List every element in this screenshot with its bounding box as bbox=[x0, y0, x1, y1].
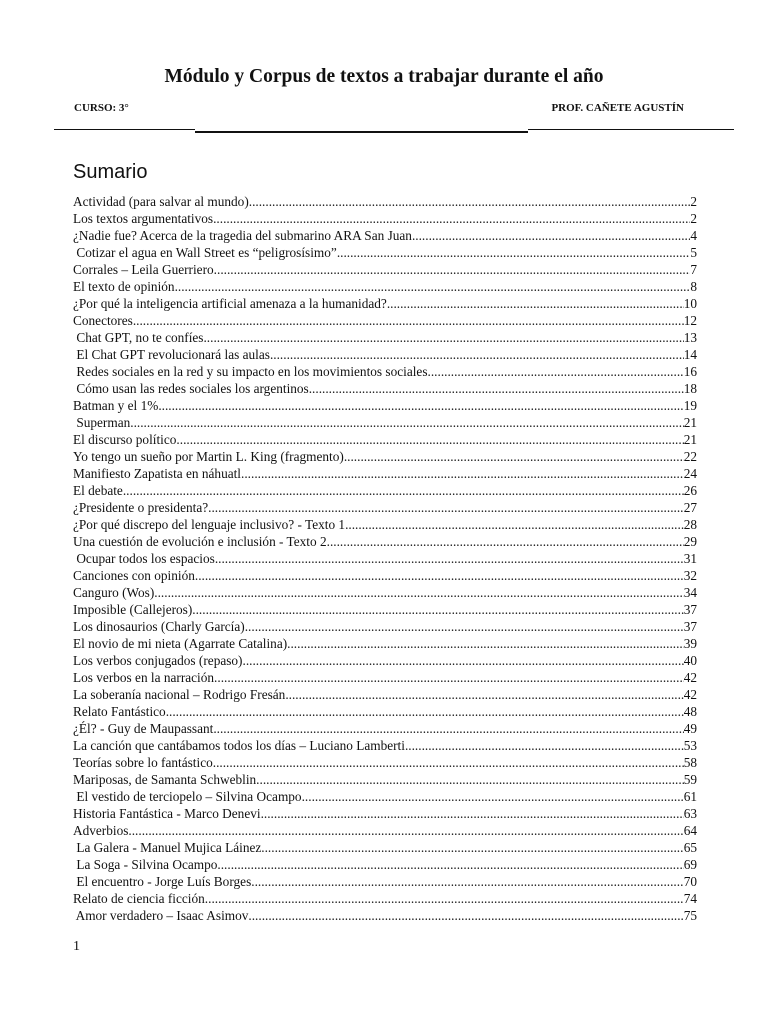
toc-entry-page: 21 bbox=[683, 432, 697, 447]
toc-leader-dots bbox=[249, 193, 691, 210]
toc-entry[interactable] bbox=[73, 533, 697, 550]
toc-entry-title: Mariposas, de Samanta Schweblin bbox=[73, 772, 257, 787]
toc-entry-page: 14 bbox=[683, 347, 697, 362]
toc-entry[interactable] bbox=[73, 754, 697, 771]
toc-entry-title: El encuentro - Jorge Luís Borges bbox=[73, 874, 252, 889]
toc-entry[interactable] bbox=[73, 346, 697, 363]
toc-entry-title: Canciones con opinión bbox=[73, 568, 195, 583]
toc-entry-page: 40 bbox=[683, 653, 697, 668]
toc-leader-dots bbox=[405, 737, 684, 754]
toc-leader-dots bbox=[192, 601, 683, 618]
toc-entry[interactable] bbox=[73, 516, 697, 533]
toc-entry-page: 53 bbox=[683, 738, 697, 753]
toc-entry-title: El novio de mi nieta (Agarrate Catalina) bbox=[73, 636, 288, 651]
toc-entry-title: Conectores bbox=[73, 313, 133, 328]
toc-entry-title: El texto de opinión bbox=[73, 279, 175, 294]
toc-entry-page: 61 bbox=[683, 789, 697, 804]
toc-entry-page: 22 bbox=[683, 449, 697, 464]
toc-entry[interactable] bbox=[73, 550, 697, 567]
toc-leader-dots bbox=[261, 805, 684, 822]
toc-entry-title: Corrales – Leila Guerriero bbox=[73, 262, 214, 277]
toc-entry-page: 27 bbox=[683, 500, 697, 515]
toc-entry-title: ¿Nadie fue? Acerca de la tragedia del submarino ARA San Juan bbox=[73, 228, 412, 243]
toc-entry-title: Los verbos en la narración bbox=[73, 670, 215, 685]
toc-entry[interactable] bbox=[73, 788, 697, 805]
toc-leader-dots bbox=[158, 397, 683, 414]
toc-entry-title: Actividad (para salvar al mundo) bbox=[73, 194, 249, 209]
toc-entry-page: 70 bbox=[683, 874, 697, 889]
toc-entry-page: 16 bbox=[683, 364, 697, 379]
toc-leader-dots bbox=[243, 652, 684, 669]
toc-entry-page: 18 bbox=[683, 381, 697, 396]
toc-entry[interactable] bbox=[73, 227, 697, 244]
toc-entry-page: 37 bbox=[683, 619, 697, 634]
header-rule-right bbox=[528, 129, 734, 130]
toc-entry-title: Los textos argumentativos bbox=[73, 211, 214, 226]
toc-entry-title: ¿Por qué discrepo del lenguaje inclusivo? - Texto 1 bbox=[73, 517, 346, 532]
toc-leader-dots bbox=[309, 380, 684, 397]
toc-entry-title: Historia Fantástica - Marco Denevi bbox=[73, 806, 261, 821]
toc-entry[interactable] bbox=[73, 839, 697, 856]
professor-label: PROF. CAÑETE AGUSTÍN bbox=[551, 102, 684, 114]
toc-entry[interactable] bbox=[73, 210, 697, 227]
toc-entry-title: Canguro (Wos) bbox=[73, 585, 155, 600]
toc-leader-dots bbox=[327, 533, 684, 550]
toc-leader-dots bbox=[128, 822, 683, 839]
toc-entry[interactable] bbox=[73, 414, 697, 431]
toc-entry[interactable] bbox=[73, 703, 697, 720]
toc-entry[interactable] bbox=[73, 635, 697, 652]
toc-entry-title: Relato Fantástico bbox=[73, 704, 166, 719]
header-rule-left bbox=[54, 129, 195, 130]
toc-leader-dots bbox=[213, 754, 684, 771]
toc-leader-dots bbox=[166, 703, 684, 720]
toc-entry[interactable] bbox=[73, 261, 697, 278]
toc-entry-page: 10 bbox=[683, 296, 697, 311]
toc-entry[interactable] bbox=[73, 448, 697, 465]
toc-entry-page: 34 bbox=[683, 585, 697, 600]
toc-entry-page: 28 bbox=[683, 517, 697, 532]
toc-leader-dots bbox=[208, 499, 684, 516]
toc-leader-dots bbox=[241, 465, 684, 482]
toc-leader-dots bbox=[285, 686, 683, 703]
toc-entry[interactable] bbox=[73, 363, 697, 380]
toc-entry[interactable] bbox=[73, 652, 697, 669]
toc-leader-dots bbox=[287, 635, 684, 652]
toc-entry[interactable] bbox=[73, 482, 697, 499]
toc-entry-page: 13 bbox=[683, 330, 697, 345]
toc-entry[interactable] bbox=[73, 686, 697, 703]
toc-entry[interactable] bbox=[73, 431, 697, 448]
toc-leader-dots bbox=[217, 856, 683, 873]
toc-entry-title: Amor verdadero – Isaac Asimov bbox=[73, 908, 249, 923]
toc-entry[interactable] bbox=[73, 805, 697, 822]
toc-leader-dots bbox=[251, 873, 683, 890]
toc-entry-title: Una cuestión de evolución e inclusión - Texto 2 bbox=[73, 534, 327, 549]
toc-leader-dots bbox=[195, 567, 684, 584]
toc-entry-title: El vestido de terciopelo – Silvina Ocampo bbox=[73, 789, 302, 804]
toc-leader-dots bbox=[428, 363, 684, 380]
toc-entry[interactable] bbox=[73, 397, 697, 414]
toc-entry-title: Imposible (Callejeros) bbox=[73, 602, 193, 617]
toc-entry-title: Ocupar todos los espacios bbox=[73, 551, 215, 566]
toc-entry-title: Redes sociales en la red y su impacto en los movimientos sociales bbox=[73, 364, 428, 379]
toc-leader-dots bbox=[214, 669, 684, 686]
toc-leader-dots bbox=[123, 482, 684, 499]
toc-entry[interactable] bbox=[73, 499, 697, 516]
toc-entry-page: 48 bbox=[683, 704, 697, 719]
toc-entry-title: Chat GPT, no te confíes bbox=[73, 330, 204, 345]
toc-entry-title: Superman bbox=[73, 415, 131, 430]
toc-entry-page: 21 bbox=[683, 415, 697, 430]
toc-entry[interactable] bbox=[73, 193, 697, 210]
toc-leader-dots bbox=[270, 346, 684, 363]
toc-entry-page: 64 bbox=[683, 823, 697, 838]
toc-entry-page: 2 bbox=[690, 194, 697, 209]
toc-entry-page: 29 bbox=[683, 534, 697, 549]
toc-leader-dots bbox=[175, 278, 691, 295]
toc-entry[interactable] bbox=[73, 856, 697, 873]
toc-leader-dots bbox=[214, 261, 691, 278]
toc-entry[interactable] bbox=[73, 618, 697, 635]
toc-entry-page: 63 bbox=[683, 806, 697, 821]
toc-leader-dots bbox=[302, 788, 684, 805]
table-of-contents bbox=[73, 193, 697, 924]
header-rule-middle bbox=[195, 131, 528, 133]
toc-entry-title: Batman y el 1% bbox=[73, 398, 159, 413]
toc-leader-dots bbox=[337, 244, 691, 261]
toc-entry-page: 42 bbox=[683, 670, 697, 685]
toc-entry[interactable] bbox=[73, 771, 697, 788]
toc-entry-page: 4 bbox=[690, 228, 697, 243]
toc-entry-page: 37 bbox=[683, 602, 697, 617]
toc-entry[interactable] bbox=[73, 380, 697, 397]
toc-entry-title: Cómo usan las redes sociales los argentinos bbox=[73, 381, 309, 396]
toc-entry-title: Manifiesto Zapatista en náhuatl bbox=[73, 466, 242, 481]
toc-entry-title: Yo tengo un sueño por Martin L. King (fragmento) bbox=[73, 449, 344, 464]
toc-leader-dots bbox=[213, 720, 683, 737]
toc-leader-dots bbox=[345, 516, 684, 533]
toc-entry-title: El debate bbox=[73, 483, 123, 498]
toc-entry-page: 59 bbox=[683, 772, 697, 787]
toc-entry-page: 49 bbox=[683, 721, 697, 736]
toc-leader-dots bbox=[215, 550, 684, 567]
toc-entry-page: 65 bbox=[683, 840, 697, 855]
toc-leader-dots bbox=[344, 448, 684, 465]
toc-entry[interactable] bbox=[73, 873, 697, 890]
toc-entry[interactable] bbox=[73, 244, 697, 261]
toc-leader-dots bbox=[248, 907, 683, 924]
toc-entry-title: El discurso político bbox=[73, 432, 177, 447]
toc-entry[interactable] bbox=[73, 669, 697, 686]
toc-entry-page: 26 bbox=[683, 483, 697, 498]
toc-leader-dots bbox=[176, 431, 683, 448]
toc-entry[interactable] bbox=[73, 601, 697, 618]
page-number: 1 bbox=[73, 939, 80, 954]
toc-entry-page: 69 bbox=[683, 857, 697, 872]
toc-entry-title: ¿Él? - Guy de Maupassant bbox=[73, 721, 214, 736]
toc-entry-page: 74 bbox=[683, 891, 697, 906]
page-title: Módulo y Corpus de textos a trabajar durante el año bbox=[164, 66, 604, 87]
toc-entry-title: La Galera - Manuel Mujica Láinez bbox=[73, 840, 262, 855]
toc-entry[interactable] bbox=[73, 465, 697, 482]
course-label: CURSO: 3° bbox=[74, 102, 129, 114]
toc-entry-title: La canción que cantábamos todos los días – Luciano Lamberti bbox=[73, 738, 405, 753]
toc-entry-title: Los dinosaurios (Charly García) bbox=[73, 619, 245, 634]
toc-entry[interactable] bbox=[73, 720, 697, 737]
toc-entry-page: 42 bbox=[683, 687, 697, 702]
toc-entry-title: La Soga - Silvina Ocampo bbox=[73, 857, 218, 872]
toc-entry-page: 7 bbox=[690, 262, 697, 277]
toc-leader-dots bbox=[245, 618, 684, 635]
toc-entry-title: La soberanía nacional – Rodrigo Fresán bbox=[73, 687, 286, 702]
toc-entry-page: 2 bbox=[690, 211, 697, 226]
toc-entry-page: 31 bbox=[683, 551, 697, 566]
toc-entry[interactable] bbox=[73, 278, 697, 295]
toc-entry-page: 24 bbox=[683, 466, 697, 481]
toc-entry-title: Los verbos conjugados (repaso) bbox=[73, 653, 243, 668]
toc-leader-dots bbox=[130, 414, 683, 431]
toc-entry-title: Adverbios bbox=[73, 823, 129, 838]
toc-leader-dots bbox=[412, 227, 690, 244]
toc-entry-title: Relato de ciencia ficción bbox=[73, 891, 205, 906]
toc-entry-title: ¿Presidente o presidenta? bbox=[73, 500, 209, 515]
toc-entry[interactable] bbox=[73, 295, 697, 312]
toc-leader-dots bbox=[154, 584, 683, 601]
toc-entry[interactable] bbox=[73, 907, 697, 924]
toc-entry[interactable] bbox=[73, 890, 697, 907]
toc-entry[interactable] bbox=[73, 567, 697, 584]
toc-entry-page: 32 bbox=[683, 568, 697, 583]
toc-leader-dots bbox=[205, 890, 684, 907]
toc-leader-dots bbox=[256, 771, 684, 788]
toc-entry-page: 19 bbox=[683, 398, 697, 413]
toc-leader-dots bbox=[387, 295, 684, 312]
toc-entry[interactable] bbox=[73, 329, 697, 346]
toc-entry-title: ¿Por qué la inteligencia artificial amenaza a la humanidad? bbox=[73, 296, 387, 311]
toc-leader-dots bbox=[213, 210, 690, 227]
toc-entry-page: 75 bbox=[683, 908, 697, 923]
toc-entry[interactable] bbox=[73, 737, 697, 754]
toc-entry-page: 5 bbox=[690, 245, 697, 260]
summary-heading: Sumario bbox=[73, 161, 148, 183]
toc-leader-dots bbox=[261, 839, 683, 856]
toc-entry-page: 58 bbox=[683, 755, 697, 770]
toc-entry-title: Teorías sobre lo fantástico bbox=[73, 755, 213, 770]
toc-leader-dots bbox=[133, 312, 684, 329]
toc-entry-page: 39 bbox=[683, 636, 697, 651]
toc-entry[interactable] bbox=[73, 822, 697, 839]
toc-entry-page: 8 bbox=[690, 279, 697, 294]
toc-entry[interactable] bbox=[73, 584, 697, 601]
toc-entry-title: Cotizar el agua en Wall Street es “peligrosísimo” bbox=[73, 245, 337, 260]
toc-leader-dots bbox=[203, 329, 683, 346]
toc-entry-title: El Chat GPT revolucionará las aulas bbox=[73, 347, 270, 362]
toc-entry-page: 12 bbox=[683, 313, 697, 328]
toc-entry[interactable] bbox=[73, 312, 697, 329]
